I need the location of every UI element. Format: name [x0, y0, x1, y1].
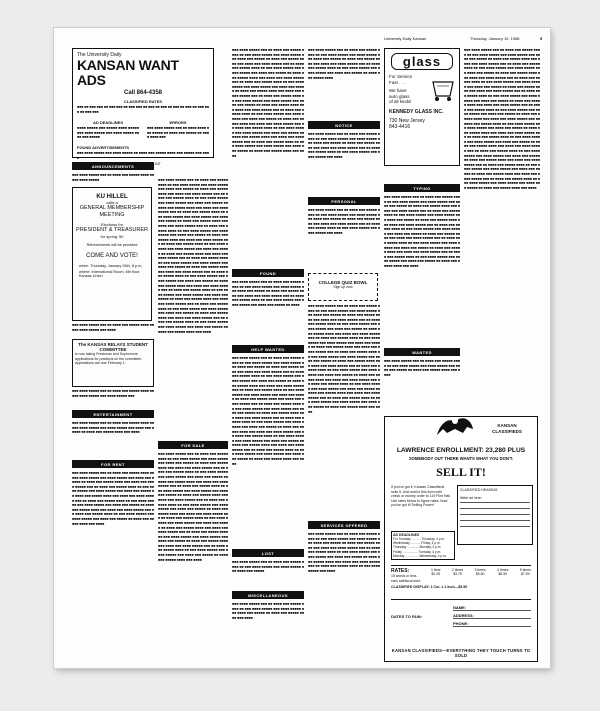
- section-personal: PERSONAL: [308, 197, 380, 205]
- column-3: ■■■ ■■■■ ■■■■■ ■■■ ■■ ■■■■ ■■■ ■■■■■ ■■■■ ■■ ■■■ ■■■■ ■■■■■ ■■■ ■■■■ ■■■■■ ■■■ ■■■■ ■■■ ■■■■■ ■■ ■■■■ ■■■ ■■■■■ ■■■■ ■■■ ■■■■ ■■■ ■■■■ ■■■■■ ■■■ ■■ ■■■■ ■■■ ■■■■■ ■■■■ ■■ ■■■ ■■■■ ■■■■■ ■■■ ■■■■ ■■■■■ ■■■ ■■■■ ■■■ ■■■■■ ■■ ■■■■ ■■■ ■■■■■ ■■■■ ■■■ ■■■■ ■■■ ■■■■ ■■■■■ ■■■ ■■ ■■■■ ■■■ ■■■■■ ■■■■ ■■ ■■■ ■■■■ ■■■■■ ■■■ ■■■■ ■■■■■ ■■■ ■■■■ ■■■ ■■■■■ ■■ ■■■■ ■■■ ■■■■■ ■■■■ ■■■ ■■■■ ■■■ ■■■■ ■■■■■ ■■■ ■■ ■■■■ ■■■ ■■■■■ ■■■■ ■■ ■■■ ■■■■ ■■■■■ ■■■ ■■■■ ■■■■■ ■■■ ■■■■ ■■■ ■■■■■ ■■ ■■■■ ■■■ ■■■■■ ■■■■ ■■■ ■■■■ ■■■ ■■■■ ■■■■■ ■■■ ■■ ■■■■ ■■■ ■■■■■ ■■■■ ■■ ■■■ ■■■■ ■■■■■ ■■■ ■■■■ ■■■■■ ■■■ ■■■■ ■■■ ■■■■■ ■■ ■■■■ ■■■ ■■■■■ ■■■■ ■■■ ■■■■ ■■■ ■■■■ ■■■■■ ■■■ ■■ ■■■■ ■■■ ■■■■■ ■■■■ ■■ ■■■ ■■■■ ■■■■■ ■■■ ■■■■ ■■■■■ ■■■ ■■■■ ■■■ ■■■■■ ■■ ■■■■ ■■■ ■■■■■ ■■■■ ■■■ ■■■■ ■■■ ■■■■ ■■■■■ ■■■ ■■ ■■■■ ■■■ ■■■■■ ■■■■ ■■ ■■■ ■■■■ ■■■■■ ■■■ ■■■■ ■■■■■ ■■■ ■■■■ ■■■ ■■■■■ ■■ ■■■■ ■■■ ■■■■■ ■■■■ ■■■ ■■■■ FOUND ■■■ ■■■■ ■■■■■ ■■■ ■■ ■■■■ ■■■ ■■■■■ ■■■■ ■■ ■■■ ■■■■ ■■■■■ ■■■ ■■■■ ■■■■■ ■■■ ■■■■ ■■■ ■■■■■ ■■ ■■■■ ■■■ ■■■■■ ■■■■ ■■■ ■■■■ ■■■ ■■■■ ■■■■■ ■■■ ■■ ■■■■ ■■■ ■■■■■ ■■■■ ■■ ■■■ ■■■■ ■■■■■ ■■■ ■■■■ ■■■■■ ■■■ ■■■■ ■■■ ■■■■■ ■■ ■■■■ HELP WANTED ■■■ ■■■■ ■■■■■ ■■■ ■■ ■■■■ ■■■ ■■■■■ ■■■■ ■■ ■■■ ■■■■ ■■■■■ ■■■ ■■■■ ■■■■■ ■■■ ■■■■ ■■■ ■■■■■ ■■ ■■■■ ■■■ ■■■■■ ■■■■ ■■■ ■■■■ ■■■ ■■■■ ■■■■■ ■■■ ■■ ■■■■ ■■■ ■■■■■ ■■■■ ■■ ■■■ ■■■■ ■■■■■ ■■■ ■■■■ ■■■■■ ■■■ ■■■■ ■■■ ■■■■■ ■■ ■■■■ ■■■ ■■■■■ ■■■■ ■■■ ■■■■ ■■■ ■■■■ ■■■■■ ■■■ ■■ ■■■■ ■■■ ■■■■■ ■■■■ ■■ ■■■ ■■■■ ■■■■■ ■■■ ■■■■ ■■■■■ ■■■ ■■■■ ■■■ ■■■■■ ■■ ■■■■ ■■■ ■■■■■ ■■■■ ■■■ ■■■■ ■■■ ■■■■ ■■■■■ ■■■ ■■ ■■■■ ■■■ ■■■■■ ■■■■ ■■ ■■■ ■■■■ ■■■■■ ■■■ ■■■■ ■■■■■ ■■■ ■■■■ ■■■ ■■■■■ ■■ ■■■■ ■■■ ■■■■■ ■■■■ ■■■ ■■■■ ■■■ ■■■■ ■■■■■ ■■■ ■■ ■■■■ ■■■ ■■■■■ ■■■■ ■■ ■■■ ■■■■ ■■■■■ ■■■ ■■■■ ■■■■■ ■■■ ■■■■ ■■■ ■■■■■ ■■ ■■■■ ■■■ ■■■■■ ■■■■ ■■■ ■■■■ ■■■ ■■■■ ■■■■■ ■■■ ■■ ■■■■ ■■■ ■■■■■ ■■■■ ■■ ■■■ ■■■■ ■■■■■ ■■■ ■■■■ ■■■■■ ■■■ ■■■■ ■■■ ■■■■■ ■■ ■■■■ ■■■ ■■■■■ ■■■■ ■■■ ■■■■ ■■■ ■■■■ ■■■■■ ■■■ ■■ ■■■■ ■■■ ■■■■■ ■■■■ ■■ ■■■ ■■■■ ■■■■■ ■■■ ■■■■ ■■■■■ ■■■ ■■■■ ■■■ ■■■■■ ■■ ■■■■ ■■■ ■■■■■ ■■■■ ■■■ ■■■■ LOST ■■■ ■■■■ ■■■■■ ■■■ ■■ ■■■■ ■■■ ■■■■■ ■■■■ ■■ ■■■ ■■■■ ■■■■■ ■■■ ■■■■ ■■■■■ ■■■ ■■■■ ■■■ ■■■■■ MISCELLANEOUS ■■■ ■■■■ ■■■■■ ■■■ ■■ ■■■■ ■■■ ■■■■■ ■■■■ ■■ ■■■ ■■■■ ■■■■■ ■■■ ■■■■ ■■■■■ ■■■ ■■■■ ■■■ ■■■■■ ■■ ■■■■ ■■■ ■■■■■ ■■■■ ■■■ ■■■■: [232, 48, 304, 620]
- rate-value: $7.50: [520, 572, 530, 576]
- glass-address: 730 New Jersey: [389, 117, 425, 124]
- rate-header: 3 times: [474, 568, 486, 572]
- masthead-kicker: The University Daily: [77, 52, 122, 58]
- hillel-line4: PRESIDENT & TREASURER: [76, 227, 148, 233]
- quiz-bowl-title: COLLEGE QUIZ BOWL: [318, 280, 368, 285]
- order-info: [391, 599, 531, 627]
- rate-header: 1 time: [431, 568, 441, 572]
- address-field[interactable]: [453, 613, 531, 619]
- sell-it-pitch: If you've got it, Kansan Classifieds sells it. Just mail in this form with check or money order to 119 Flint Hall. Use rates below to figure rates. Now you've got it! Selling Power!: [391, 485, 451, 507]
- running-header-date: Thursday, January 19, 1988: [470, 36, 520, 41]
- relays-title: The KANSAS RELAYS STUDENT COMMITTEE: [78, 342, 148, 353]
- rate-header: 2 times: [451, 568, 464, 572]
- section-for-sale: FOR SALE: [158, 441, 228, 449]
- section-lost: LOST: [232, 549, 304, 557]
- sell-it-ad: [384, 416, 538, 662]
- quiz-bowl-sub: Sign up now: [333, 285, 353, 289]
- glass-line3: We have: [389, 88, 407, 93]
- rate-header: 4 times: [497, 568, 509, 572]
- deadline-row: Monday ............... Wednesday, 4 p.m.: [393, 553, 447, 558]
- hillel-where: International Room, 6th floor, Kansas Union: [79, 269, 141, 278]
- address-label: ADDRESS:: [453, 613, 474, 618]
- masthead-phone: Call 864-4358: [123, 90, 163, 96]
- rates-additional: each additional word: [391, 579, 421, 583]
- masthead-title: KANSAN WANT ADS: [77, 57, 179, 88]
- section-entertainment: ENTERTAINMENT: [72, 410, 154, 418]
- column-5: glass For Service Fast . . . We have auto glass of all kinds! KENNEDY GLASS INC. 730 New Jersey 843-4416 TYPING ■■■ ■■■■ ■■■■■ ■■■ ■■ ■■■■ ■■■ ■■■■■ ■■■■ ■■ ■■■ ■■■■ ■■■■■ ■■■ ■■■■ ■■■■■ ■■■ ■■■■ ■■■ ■■■■■ ■■ ■■■■ ■■■ ■■■■■ ■■■■ ■■■ ■■■■ ■■■ ■■■■ ■■■■■ ■■■ ■■ ■■■■ ■■■ ■■■■■ ■■■■ ■■ ■■■ ■■■■ ■■■■■ ■■■ ■■■■ ■■■■■ ■■■ ■■■■ ■■■ ■■■■■ ■■ ■■■■ ■■■ ■■■■■ ■■■■ ■■■ ■■■■ ■■■ ■■■■ ■■■■■ ■■■ ■■ ■■■■ ■■■ ■■■■■ ■■■■ ■■ ■■■ ■■■■ ■■■■■ ■■■ ■■■■ ■■■■■ ■■■ ■■■■ ■■■ ■■■■■ ■■ ■■■■ ■■■ ■■■■■ ■■■■ ■■■ ■■■■ ■■■ ■■■■ ■■■■■ ■■■ ■■ ■■■■ ■■■ ■■■■■ ■■■■ ■■ ■■■ ■■■■ ■■■■■ ■■■ ■■■■ ■■■■■ ■■■ ■■■■ ■■■ ■■■■■ ■■ ■■■■ ■■■ ■■■■■ ■■■■ ■■■ ■■■■ ■■■ ■■■■ ■■■■■ ■■■ ■■ ■■■■ ■■■ ■■■■■ ■■■■ ■■ ■■■ ■■■■ ■■■■■ ■■■ ■■■■ ■■■■■ ■■■ ■■■■ ■■■ ■■■■■ ■■ ■■■■ ■■■ ■■■■■ ■■■■ ■■■ ■■■■ WANTED ■■■ ■■■■ ■■■■■ ■■■ ■■ ■■■■ ■■■ ■■■■■ ■■■■ ■■ ■■■ ■■■■ ■■■■■ ■■■ ■■■■ ■■■■■ ■■■ ■■■■ ■■■ ■■■■■ ■■ ■■■■ ■■■ ■■■■■ ■■■■ ■■■ ■■■■: [384, 48, 460, 658]
- glass-logo: glass: [391, 53, 453, 70]
- rate-header: 5 times: [519, 568, 531, 572]
- rate-value: $3.75: [453, 572, 462, 576]
- hillel-line5: for spring '90: [100, 233, 124, 239]
- deadline-row: Wednesday ........... Friday, 4 p.m.: [393, 541, 441, 546]
- section-services-offered: SERVICES OFFERED: [308, 521, 380, 529]
- relays-body: is now taking Freshman and Sophomore applications for positions on the committee. Applications are due February 1.: [75, 352, 143, 365]
- enrollment-headline: LAWRENCE ENROLLMENT: 23,280 PLUS: [396, 447, 526, 454]
- rates-label: RATES:: [391, 568, 410, 574]
- glass-line5: of all kinds!: [389, 99, 412, 104]
- section-wanted: WANTED: [384, 348, 460, 356]
- hillel-line1: calls a: [106, 200, 118, 205]
- ad-form[interactable]: [457, 485, 533, 545]
- for-rent-listings: ■■■ ■■■■ ■■■■■ ■■■ ■■ ■■■■ ■■■ ■■■■■ ■■■■ ■■ ■■■ ■■■■ ■■■■■ ■■■ ■■■■ ■■■■■ ■■■ ■■■■ ■■■ ■■■■■ ■■ ■■■■ ■■■ ■■■■■ ■■■■ ■■■ ■■■■ ■■■ ■■■■ ■■■■■ ■■■ ■■ ■■■■ ■■■ ■■■■■ ■■■■ ■■ ■■■ ■■■■ ■■■■■ ■■■ ■■■■ ■■■■■ ■■■ ■■■■ ■■■ ■■■■■ ■■ ■■■■ ■■■ ■■■■■ ■■■■ ■■■ ■■■■ ■■■ ■■■■ ■■■■■ ■■■ ■■ ■■■■ ■■■ ■■■■■ ■■■■ ■■ ■■■ ■■■■ ■■■■■ ■■■ ■■■■ ■■■■■ ■■■ ■■■■ ■■■ ■■■■■ ■■ ■■■■ ■■■ ■■■■■ ■■■■ ■■■ ■■■■ ■■■ ■■■■ ■■■■■ ■■■ ■■ ■■■■ ■■■ ■■■■■ ■■■■ ■■ ■■■ ■■■■ ■■■■■ ■■■ ■■■■ ■■■■■ ■■■ ■■■■ ■■■ ■■■■■ ■■ ■■■■ ■■■ ■■■■■ ■■■■ ■■■ ■■■■: [72, 471, 154, 526]
- section-help-wanted: HELP WANTED: [232, 345, 304, 353]
- phone-label: PHONE:: [453, 621, 469, 626]
- found-ads-title: FOUND ADVERTISEMENTS: [77, 145, 130, 150]
- kansas-relays-ad: [72, 339, 154, 387]
- hillel-when-label: when:: [79, 263, 90, 268]
- glass-company: KENNEDY GLASS INC.: [389, 108, 444, 115]
- car-windshield-icon: [431, 74, 455, 104]
- deadlines-box: [391, 531, 455, 560]
- sell-it-footer: KANSAN CLASSIFIEDS—EVERYTHING THEY TOUCH TURNS TO SOLD: [391, 648, 531, 658]
- name-label: NAME:: [453, 605, 467, 610]
- column-2-listings: ■■■ ■■■■ ■■■■■ ■■■ ■■ ■■■■ ■■■ ■■■■■ ■■■■ ■■ ■■■ ■■■■ ■■■■■ ■■■ ■■■■ ■■■■■ ■■■ ■■■■ ■■■ ■■■■■ ■■ ■■■■ ■■■ ■■■■■ ■■■■ ■■■ ■■■■ ■■■ ■■■■ ■■■■■ ■■■ ■■ ■■■■ ■■■ ■■■■■ ■■■■ ■■ ■■■ ■■■■ ■■■■■ ■■■ ■■■■ ■■■■■ ■■■ ■■■■ ■■■ ■■■■■ ■■ ■■■■ ■■■ ■■■■■ ■■■■ ■■■ ■■■■ ■■■ ■■■■ ■■■■■ ■■■ ■■ ■■■■ ■■■ ■■■■■ ■■■■ ■■ ■■■ ■■■■ ■■■■■ ■■■ ■■■■ ■■■■■ ■■■ ■■■■ ■■■ ■■■■■ ■■ ■■■■ ■■■ ■■■■■ ■■■■ ■■■ ■■■■ ■■■ ■■■■ ■■■■■ ■■■ ■■ ■■■■ ■■■ ■■■■■ ■■■■ ■■ ■■■ ■■■■ ■■■■■ ■■■ ■■■■ ■■■■■ ■■■ ■■■■ ■■■ ■■■■■ ■■ ■■■■ ■■■ ■■■■■ ■■■■ ■■■ ■■■■ ■■■ ■■■■ ■■■■■ ■■■ ■■ ■■■■ ■■■ ■■■■■ ■■■■ ■■ ■■■ ■■■■ ■■■■■ ■■■ ■■■■ ■■■■■ ■■■ ■■■■ ■■■ ■■■■■ ■■ ■■■■ ■■■ ■■■■■ ■■■■ ■■■ ■■■■ ■■■ ■■■■ ■■■■■ ■■■ ■■ ■■■■ ■■■ ■■■■■ ■■■■ ■■ ■■■ ■■■■ ■■■■■ ■■■ ■■■■ ■■■■■ ■■■ ■■■■ ■■■ ■■■■■ ■■ ■■■■ ■■■ ■■■■■ ■■■■ ■■■ ■■■■ ■■■ ■■■■ ■■■■■ ■■■ ■■ ■■■■ ■■■ ■■■■■ ■■■■ ■■ ■■■ ■■■■ ■■■■■ ■■■ ■■■■ ■■■■■ ■■■ ■■■■ ■■■ ■■■■■ ■■ ■■■■ ■■■ ■■■■■ ■■■■ ■■■ ■■■■ ■■■ ■■■■ ■■■■■ ■■■ ■■ ■■■■ ■■■ ■■■■■ ■■■■ ■■ ■■■ ■■■■ ■■■■■ ■■■ ■■■■ ■■■■■ ■■■ ■■■■ ■■■ ■■■■■ ■■ ■■■■ ■■■ ■■■■■ ■■■■ ■■■ ■■■■ ■■■ ■■■■ ■■■■■ ■■■ ■■ ■■■■ ■■■ ■■■■■ ■■■■ ■■ ■■■ ■■■■ ■■■■■ ■■■ ■■■■ ■■■■■ ■■■ ■■■■ ■■■ ■■■■■ ■■ ■■■■ ■■■ ■■■■■ ■■■■ ■■■ ■■■■ ■■■ ■■■■ ■■■■■ ■■■ ■■ ■■■■ ■■■ ■■■■■ ■■■■ ■■ ■■■ ■■■■ ■■■■■ ■■■ ■■■■ ■■■■■ ■■■ ■■■■ ■■■ ■■■■■ ■■ ■■■■ ■■■ ■■■■■ ■■■■ ■■■ ■■■■: [158, 178, 228, 334]
- deadline-row: For Tuesday .......... Thursday, 4 p.m.: [393, 537, 445, 541]
- quiz-bowl-ad: [308, 273, 378, 301]
- form-write-ad-label: Write ad here:: [460, 496, 482, 500]
- rates-table: ■■■ ■■ ■■■ ■■■ ■■ ■■■ ■■■ ■■ ■■■ ■■■ ■■ ■■■ ■■ ■■■ ■■ ■■■ ■■ ■■■ ■■ ■■■ ■■■ ■■ ■■■ ■■■: [77, 105, 209, 114]
- name-field[interactable]: [453, 605, 531, 611]
- rates-section: [391, 565, 531, 589]
- hillel-where-label: where:: [79, 269, 91, 274]
- glass-phone: 843-4416: [389, 123, 411, 130]
- classified-display-rate: CLASSIFIED DISPLAY: 1 Col. x 1 Inch—$5.50: [391, 585, 468, 589]
- found-ads-text: ■■■ ■■■■ ■■■■■ ■■■ ■■■■ ■■■■■ ■■ ■■■■ ■■■ ■■■■■ ■■■■ ■■■ ■■■■■ ■■■ ■■■■: [77, 151, 209, 160]
- glass-line4: auto glass: [389, 93, 410, 99]
- enrollment-subhead: SOMEBODY OUT THERE WANTS WHAT YOU DON'T.: [408, 456, 514, 461]
- column-1: The University Daily KANSAN WANT ADS Call 864-4358 CLASSIFIED RATES ■■■ ■■ ■■■ ■■■ ■■ ■■■ ■■■ ■■ ■■■ ■■■ ■■ ■■■ ■■ ■■■ ■■ ■■■ ■■ ■■■ ■■ ■■■ ■■■ ■■ ■■■ ■■■ AD DEADLINES ■■■■ ■■■■■ ■■■ ■■■■■ ■■■■ ■■■■■ ■■■ ■■■■ ■■■■■ ■■■ ■■■■ ■■■■■ ■■■■ ■■■ ■■■■■ ERRORS ■■■ ■■■■ ■■■■■ ■■■ ■■ ■■■■ ■■■■ ■■■ ■■■■■ ■■ ■■■■ ■■■ ■■■■■ ■■ ■■■■ ■■■■ ■■■ FOUND ADVERTISEMENTS ■■■ ■■■■ ■■■■■ ■■■ ■■■■ ■■■■■ ■■ ■■■■ ■■■ ■■■■■ ■■■■ ■■■ ■■■■■ ■■■ ■■■■ 119 STAUFFER-FLINT ANNOUNCEMENTS ■■■ ■■■■ ■■■■■ ■■■ ■■ ■■■■ ■■■ ■■■■■ ■■■■ ■■ ■■■ ■■■■ ■■■■■ KU HILLEL calls a GENERAL MEMBERSHIP MEETING Elections for PRESIDENT & TREASURER for spring '90 Refreshments will be provided COME AND VOTE! when: Thursday, January 26th, 8 p.m. where: International Room, 6th floor, Kansas Union ■■■ ■■■■ ■■■■■ ■■■ ■■ ■■■■ ■■■ ■■■■■ ■■■■ ■■ ■■■ ■■■■ ■■■■■ ■■■ ■■■■ The KANSAS RELAYS STUDENT COMMITTEE is now taking Freshman and Sophomore applications for positions on the committee. Applications are due February 1. ■■■ ■■■■ ■■■■■ ■■■ ■■ ■■■■ ■■■ ■■■■■ ■■■■ ■■ ■■■ ■■■■ ■■■■■ ■■■ ■■■■ ■■■■■ ■■■ ENTERTAINMENT ■■■ ■■■■ ■■■■■ ■■■ ■■ ■■■■ ■■■ ■■■■■ ■■■■ ■■ ■■■ ■■■■ ■■■■■ ■■■ ■■■■ ■■■■■ ■■■ ■■■■ ■■■ ■■■■■ ■■ ■■■■ ■■■ ■■■■■ ■■■■ ■■■ ■■■■ FOR RENT ■■■ ■■■■ ■■■■■ ■■■ ■■ ■■■■ ■■■ ■■■■■ ■■■■ ■■ ■■■ ■■■■ ■■■■■ ■■■ ■■■■ ■■■■■ ■■■ ■■■■ ■■■ ■■■■■ ■■ ■■■■ ■■■ ■■■■■ ■■■■ ■■■ ■■■■ ■■■ ■■■■ ■■■■■ ■■■ ■■ ■■■■ ■■■ ■■■■■ ■■■■ ■■ ■■■ ■■■■ ■■■■■ ■■■ ■■■■ ■■■■■ ■■■ ■■■■ ■■■ ■■■■■ ■■ ■■■■ ■■■ ■■■■■ ■■■■ ■■■ ■■■■ ■■■ ■■■■ ■■■■■ ■■■ ■■ ■■■■ ■■■ ■■■■■ ■■■■ ■■ ■■■ ■■■■ ■■■■■ ■■■ ■■■■ ■■■■■ ■■■ ■■■■ ■■■ ■■■■■ ■■ ■■■■ ■■■ ■■■■■ ■■■■ ■■■ ■■■■ ■■■ ■■■■ ■■■■■ ■■■ ■■ ■■■■ ■■■ ■■■■■ ■■■■ ■■ ■■■ ■■■■ ■■■■■ ■■■ ■■■■ ■■■■■ ■■■ ■■■■ ■■■ ■■■■■ ■■ ■■■■ ■■■ ■■■■■ ■■■■ ■■■ ■■■■: [72, 48, 154, 658]
- rate-value: $6.50: [498, 572, 508, 576]
- deadlines-title: AD DEADLINES: [92, 120, 123, 125]
- kansan-classifieds-brand: KANSAN CLASSIFIEDS: [492, 423, 522, 434]
- rates-sub: 15 words or less: [391, 574, 417, 578]
- column-4: ■■■ ■■■■ ■■■■■ ■■■ ■■ ■■■■ ■■■ ■■■■■ ■■■■ ■■ ■■■ ■■■■ ■■■■■ ■■■ ■■■■ ■■■■■ ■■■ ■■■■ ■■■ ■■■■■ ■■ ■■■■ ■■■ ■■■■■ ■■■■ ■■■ ■■■■ ■■■ ■■■■ ■■■■■ ■■■ ■■ ■■■■ ■■■ ■■■■■ ■■■■ ■■ ■■■ ■■■■ ■■■■■ ■■■ ■■■■ ■■■■■ ■■■ ■■■■ ■■■ ■■■■■ ■■ ■■■■ ■■■ ■■■■■ ■■■■ NOTICE ■■■ ■■■■ ■■■■■ ■■■ ■■ ■■■■ ■■■ ■■■■■ ■■■■ ■■ ■■■ ■■■■ ■■■■■ ■■■ ■■■■ ■■■■■ ■■■ ■■■■ ■■■ ■■■■■ ■■ ■■■■ ■■■ ■■■■■ ■■■■ ■■■ ■■■■ ■■■ ■■■■ ■■■■■ ■■■ ■■ ■■■■ ■■■ ■■■■■ ■■■■ ■■ ■■■ ■■■■ ■■■■■ ■■■ ■■■■ ■■■■■ ■■■ ■■■■ PERSONAL ■■■ ■■■■ ■■■■■ ■■■ ■■ ■■■■ ■■■ ■■■■■ ■■■■ ■■ ■■■ ■■■■ ■■■■■ ■■■ ■■■■ ■■■■■ ■■■ ■■■■ ■■■ ■■■■■ ■■ ■■■■ ■■■ ■■■■■ ■■■■ ■■■ ■■■■ ■■■ ■■■■ ■■■■■ ■■■ ■■ ■■■■ ■■■ ■■■■■ ■■■■ ■■ ■■■ ■■■■ ■■■■■ ■■■ ■■■■ ■■■■■ ■■■ ■■■■ COLLEGE QUIZ BOWL Sign up now ■■■ ■■■■ ■■■■■ ■■■ ■■ ■■■■ ■■■ ■■■■■ ■■■■ ■■ ■■■ ■■■■ ■■■■■ ■■■ ■■■■ ■■■■■ ■■■ ■■■■ ■■■ ■■■■■ ■■ ■■■■ ■■■ ■■■■■ ■■■■ ■■■ ■■■■ ■■■ ■■■■ ■■■■■ ■■■ ■■ ■■■■ ■■■ ■■■■■ ■■■■ ■■ ■■■ ■■■■ ■■■■■ ■■■ ■■■■ ■■■■■ ■■■ ■■■■ ■■■ ■■■■■ ■■ ■■■■ ■■■ ■■■■■ ■■■■ ■■■ ■■■■ ■■■ ■■■■ ■■■■■ ■■■ ■■ ■■■■ ■■■ ■■■■■ ■■■■ ■■ ■■■ ■■■■ ■■■■■ ■■■ ■■■■ ■■■■■ ■■■ ■■■■ ■■■ ■■■■■ ■■ ■■■■ ■■■ ■■■■■ ■■■■ ■■■ ■■■■ ■■■ ■■■■ ■■■■■ ■■■ ■■ ■■■■ ■■■ ■■■■■ ■■■■ ■■ ■■■ ■■■■ ■■■■■ ■■■ ■■■■ ■■■■■ ■■■ ■■■■ ■■■ ■■■■■ ■■ ■■■■ ■■■ ■■■■■ ■■■■ ■■■ ■■■■ ■■■ ■■■■ ■■■■■ ■■■ ■■ ■■■■ ■■■ ■■■■■ ■■■■ ■■ ■■■ ■■■■ ■■■■■ ■■■ ■■■■ ■■■■■ ■■■ ■■■■ ■■■ ■■■■■ ■■ ■■■■ ■■■ ■■■■■ ■■■■ ■■■ ■■■■ ■■■ ■■■■ ■■■■■ ■■■ ■■ ■■■■ ■■■ ■■■■■ ■■■■ ■■ ■■■ ■■■■ ■■■■■ ■■■ ■■■■ ■■■■■ ■■■ ■■■■ ■■■ ■■■■■ ■■ ■■■■ ■■■ ■■■■■ ■■■■ ■■■ ■■■■ ■■■ ■■■■ ■■■■■ ■■■ ■■ ■■■■ ■■■ ■■■■■ ■■■■ ■■ ■■■ ■■■■ ■■■■■ ■■■ ■■■■ ■■■■■ ■■■ ■■■■ ■■■ ■■■■■ ■■ ■■■■ ■■■ ■■■■■ ■■■■ ■■■ ■■■■ SERVICES OFFERED ■■■ ■■■■ ■■■■■ ■■■ ■■ ■■■■ ■■■ ■■■■■ ■■■■ ■■ ■■■ ■■■■ ■■■■■ ■■■ ■■■■ ■■■■■ ■■■ ■■■■ ■■■ ■■■■■ ■■ ■■■■ ■■■ ■■■■■ ■■■■ ■■■ ■■■■ ■■■ ■■■■ ■■■■■ ■■■ ■■ ■■■■ ■■■ ■■■■■ ■■■■ ■■ ■■■ ■■■■ ■■■■■ ■■■ ■■■■ ■■■■■ ■■■ ■■■■ ■■■ ■■■■■ ■■ ■■■■ ■■■ ■■■■■ ■■■■ ■■■ ■■■■ ■■■ ■■■■ ■■■■■ ■■■ ■■ ■■■■ ■■■ ■■■■■ ■■■■ ■■ ■■■ ■■■■ ■■■■■ ■■■ ■■■■: [308, 48, 380, 573]
- running-header-paper: University Daily Kansan: [384, 36, 427, 41]
- column-2: [158, 178, 228, 658]
- hillel-org: KU HILLEL: [96, 194, 128, 200]
- newspaper-page: [54, 28, 550, 668]
- deadlines-text: ■■■■ ■■■■■ ■■■ ■■■■■ ■■■■ ■■■■■ ■■■ ■■■■ ■■■■■ ■■■ ■■■■ ■■■■■ ■■■■ ■■■ ■■■■■: [77, 126, 139, 140]
- errors-text: ■■■ ■■■■ ■■■■■ ■■■ ■■ ■■■■ ■■■■ ■■■ ■■■■■ ■■ ■■■■ ■■■ ■■■■■ ■■ ■■■■ ■■■■ ■■■: [147, 126, 209, 140]
- deadline-row: Friday ................. Tuesday, 4 p.m.: [393, 549, 442, 554]
- hillel-when: Thursday, January 26th, 8 p.m.: [90, 263, 143, 268]
- form-heading-label: CLASSIFIED HEADING:: [460, 488, 499, 492]
- section-for-rent: FOR RENT: [72, 460, 154, 468]
- jayhawk-mascot-icon: [433, 413, 477, 439]
- deadlines-label: AD DEADLINES: [393, 533, 420, 537]
- section-typing: TYPING: [384, 184, 460, 192]
- for-sale-listings: ■■■ ■■■■ ■■■■■ ■■■ ■■ ■■■■ ■■■ ■■■■■ ■■■■ ■■ ■■■ ■■■■ ■■■■■ ■■■ ■■■■ ■■■■■ ■■■ ■■■■ ■■■ ■■■■■ ■■ ■■■■ ■■■ ■■■■■ ■■■■ ■■■ ■■■■ ■■■ ■■■■ ■■■■■ ■■■ ■■ ■■■■ ■■■ ■■■■■ ■■■■ ■■ ■■■ ■■■■ ■■■■■ ■■■ ■■■■ ■■■■■ ■■■ ■■■■ ■■■ ■■■■■ ■■ ■■■■ ■■■ ■■■■■ ■■■■ ■■■ ■■■■ ■■■ ■■■■ ■■■■■ ■■■ ■■ ■■■■ ■■■ ■■■■■ ■■■■ ■■ ■■■ ■■■■ ■■■■■ ■■■ ■■■■ ■■■■■ ■■■ ■■■■ ■■■ ■■■■■ ■■ ■■■■ ■■■ ■■■■■ ■■■■ ■■■ ■■■■ ■■■ ■■■■ ■■■■■ ■■■ ■■ ■■■■ ■■■ ■■■■■ ■■■■ ■■ ■■■ ■■■■ ■■■■■ ■■■ ■■■■ ■■■■■ ■■■ ■■■■ ■■■ ■■■■■ ■■ ■■■■ ■■■ ■■■■■ ■■■■ ■■■ ■■■■ ■■■ ■■■■ ■■■■■ ■■■ ■■ ■■■■ ■■■ ■■■■■ ■■■■ ■■ ■■■ ■■■■ ■■■■■ ■■■ ■■■■ ■■■■■ ■■■ ■■■■ ■■■ ■■■■■ ■■ ■■■■ ■■■ ■■■■■ ■■■■ ■■■ ■■■■ ■■■ ■■■■ ■■■■■ ■■■ ■■ ■■■■ ■■■ ■■■■■ ■■■■ ■■ ■■■ ■■■■ ■■■■■ ■■■ ■■■■ ■■■■■ ■■■ ■■■■ ■■■ ■■■■■ ■■ ■■■■ ■■■ ■■■■■ ■■■■ ■■■ ■■■■ ■■■ ■■■■ ■■■■■ ■■■ ■■ ■■■■ ■■■ ■■■■■ ■■■■ ■■ ■■■ ■■■■ ■■■■■ ■■■ ■■■■ ■■■■■ ■■■ ■■■■ ■■■ ■■■■■ ■■ ■■■■ ■■■ ■■■■■ ■■■■ ■■■ ■■■■: [158, 452, 228, 562]
- sell-it-cta: SELL IT!: [436, 465, 486, 479]
- phone-field[interactable]: [453, 621, 531, 627]
- rate-value: $2.25: [431, 572, 441, 576]
- section-found: FOUND: [232, 269, 304, 277]
- hillel-line6: Refreshments will be provided: [86, 242, 138, 247]
- dates-to-run-label: DATES TO RUN:: [391, 614, 422, 619]
- hillel-line7: COME AND VOTE!: [86, 252, 138, 259]
- hillel-line2: GENERAL MEMBERSHIP MEETING: [79, 205, 145, 218]
- glass-ad: [384, 48, 460, 166]
- column-6-listings: ■■■ ■■■■ ■■■■■ ■■■ ■■ ■■■■ ■■■ ■■■■■ ■■■■ ■■ ■■■ ■■■■ ■■■■■ ■■■ ■■■■ ■■■■■ ■■■ ■■■■ ■■■ ■■■■■ ■■ ■■■■ ■■■ ■■■■■ ■■■■ ■■■ ■■■■ ■■■ ■■■■ ■■■■■ ■■■ ■■ ■■■■ ■■■ ■■■■■ ■■■■ ■■ ■■■ ■■■■ ■■■■■ ■■■ ■■■■ ■■■■■ ■■■ ■■■■ ■■■ ■■■■■ ■■ ■■■■ ■■■ ■■■■■ ■■■■ ■■■ ■■■■ ■■■ ■■■■ ■■■■■ ■■■ ■■ ■■■■ ■■■ ■■■■■ ■■■■ ■■ ■■■ ■■■■ ■■■■■ ■■■ ■■■■ ■■■■■ ■■■ ■■■■ ■■■ ■■■■■ ■■ ■■■■ ■■■ ■■■■■ ■■■■ ■■■ ■■■■ ■■■ ■■■■ ■■■■■ ■■■ ■■ ■■■■ ■■■ ■■■■■ ■■■■ ■■ ■■■ ■■■■ ■■■■■ ■■■ ■■■■ ■■■■■ ■■■ ■■■■ ■■■ ■■■■■ ■■ ■■■■ ■■■ ■■■■■ ■■■■ ■■■ ■■■■ ■■■ ■■■■ ■■■■■ ■■■ ■■ ■■■■ ■■■ ■■■■■ ■■■■ ■■ ■■■ ■■■■ ■■■■■ ■■■ ■■■■ ■■■■■ ■■■ ■■■■ ■■■ ■■■■■ ■■ ■■■■ ■■■ ■■■■■ ■■■■ ■■■ ■■■■ ■■■ ■■■■ ■■■■■ ■■■ ■■ ■■■■ ■■■ ■■■■■ ■■■■ ■■ ■■■ ■■■■ ■■■■■ ■■■ ■■■■ ■■■■■ ■■■ ■■■■ ■■■ ■■■■■ ■■ ■■■■ ■■■ ■■■■■ ■■■■ ■■■ ■■■■ ■■■ ■■■■ ■■■■■ ■■■ ■■ ■■■■ ■■■ ■■■■■ ■■■■ ■■ ■■■ ■■■■ ■■■■■ ■■■ ■■■■ ■■■■■ ■■■ ■■■■ ■■■ ■■■■■ ■■ ■■■■ ■■■ ■■■■■ ■■■■ ■■■ ■■■■ ■■■ ■■■■ ■■■■■ ■■■ ■■ ■■■■ ■■■ ■■■■■ ■■■■ ■■ ■■■ ■■■■ ■■■■■ ■■■ ■■■■ ■■■■■ ■■■ ■■■■ ■■■ ■■■■■ ■■ ■■■■ ■■■ ■■■■■ ■■■■ ■■■ ■■■■ ■■■ ■■■■ ■■■■■ ■■■ ■■ ■■■■ ■■■ ■■■■■ ■■■■ ■■ ■■■ ■■■■ ■■■■■ ■■■ ■■■■ ■■■■■ ■■■ ■■■■ ■■■ ■■■■■ ■■ ■■■■ ■■■ ■■■■■ ■■■■ ■■■ ■■■■ ■■■ ■■■■ ■■■■■ ■■■ ■■ ■■■■ ■■■ ■■■■■ ■■■■ ■■ ■■■ ■■■■ ■■■■■ ■■■ ■■■■ ■■■■■ ■■■ ■■■■ ■■■ ■■■■■ ■■ ■■■■ ■■■ ■■■■■ ■■■■ ■■■ ■■■■: [464, 48, 540, 190]
- hillel-ad: [72, 187, 152, 321]
- section-miscellaneous: MISCELLANEOUS: [232, 591, 304, 599]
- section-notice: NOTICE: [308, 121, 380, 129]
- rates-title: CLASSIFIED RATES: [123, 99, 163, 104]
- hillel-line3: Elections for: [100, 222, 123, 227]
- glass-line1: For Service: [389, 74, 413, 79]
- section-announcements: ANNOUNCEMENTS: [72, 162, 154, 170]
- errors-title: ERRORS: [169, 120, 187, 125]
- running-header-page: 9: [540, 36, 543, 41]
- deadline-row: Thursday ............. Monday, 4 p.m.: [393, 545, 442, 550]
- glass-line2: Fast . . .: [389, 79, 406, 85]
- masthead-address: 119 STAUFFER-FLINT: [125, 162, 161, 166]
- rate-value: $5.50: [475, 572, 485, 576]
- column-6: [464, 48, 540, 398]
